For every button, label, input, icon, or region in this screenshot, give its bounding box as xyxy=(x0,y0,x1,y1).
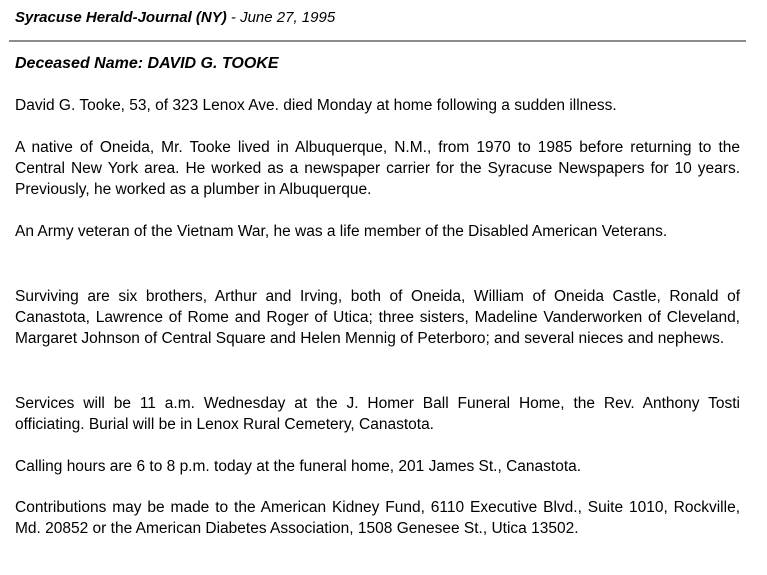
publication-date: June 27, 1995 xyxy=(240,9,336,26)
deceased-name-heading: Deceased Name: DAVID G. TOOKE xyxy=(15,55,279,72)
obituary-paragraph: An Army veteran of the Vietnam War, he was a life member of the Disabled American Veterans. xyxy=(15,223,668,240)
publication-name: Syracuse Herald-Journal (NY) xyxy=(15,9,227,26)
header-separator: - xyxy=(226,9,241,26)
obituary-paragraph: Services will be 11 a.m. Wednesday at the J. Homer Ball Funeral Home, the Rev. Anthony Tosti officiating. Burial will be in Lenox Rural Cemetery, Canastota. xyxy=(15,395,740,433)
obituary-paragraph: Calling hours are 6 to 8 p.m. today at the funeral home, 201 James St., Canastota. xyxy=(15,458,582,475)
obituary-paragraph: David G. Tooke, 53, of 323 Lenox Ave. died Monday at home following a sudden illness. xyxy=(15,97,617,114)
obituary-paragraph: A native of Oneida, Mr. Tooke lived in Albuquerque, N.M., from 1970 to 1985 before returning to the Central New York area. He worked as a newspaper carrier for the Syracuse Newspapers for 10 years. Previously, he worked as a plumber in Albuquerque. xyxy=(15,139,740,198)
obituary-paragraph: Contributions may be made to the American Kidney Fund, 6110 Executive Blvd., Suite 1010, Rockville, Md. 20852 or the American Diabetes Association, 1508 Genesee St., Utica 13502. xyxy=(15,499,740,537)
header-divider xyxy=(9,40,746,42)
source-header xyxy=(15,9,335,26)
obituary-paragraph: Surviving are six brothers, Arthur and Irving, both of Oneida, William of Oneida Castle, Ronald of Canastota, Lawrence of Rome and Roger of Utica; three sisters, Madeline Vanderworken of Cleveland, Margaret Johnson of Central Square and Helen Mennig of Peterboro; and several nieces and nephews. xyxy=(15,288,740,347)
